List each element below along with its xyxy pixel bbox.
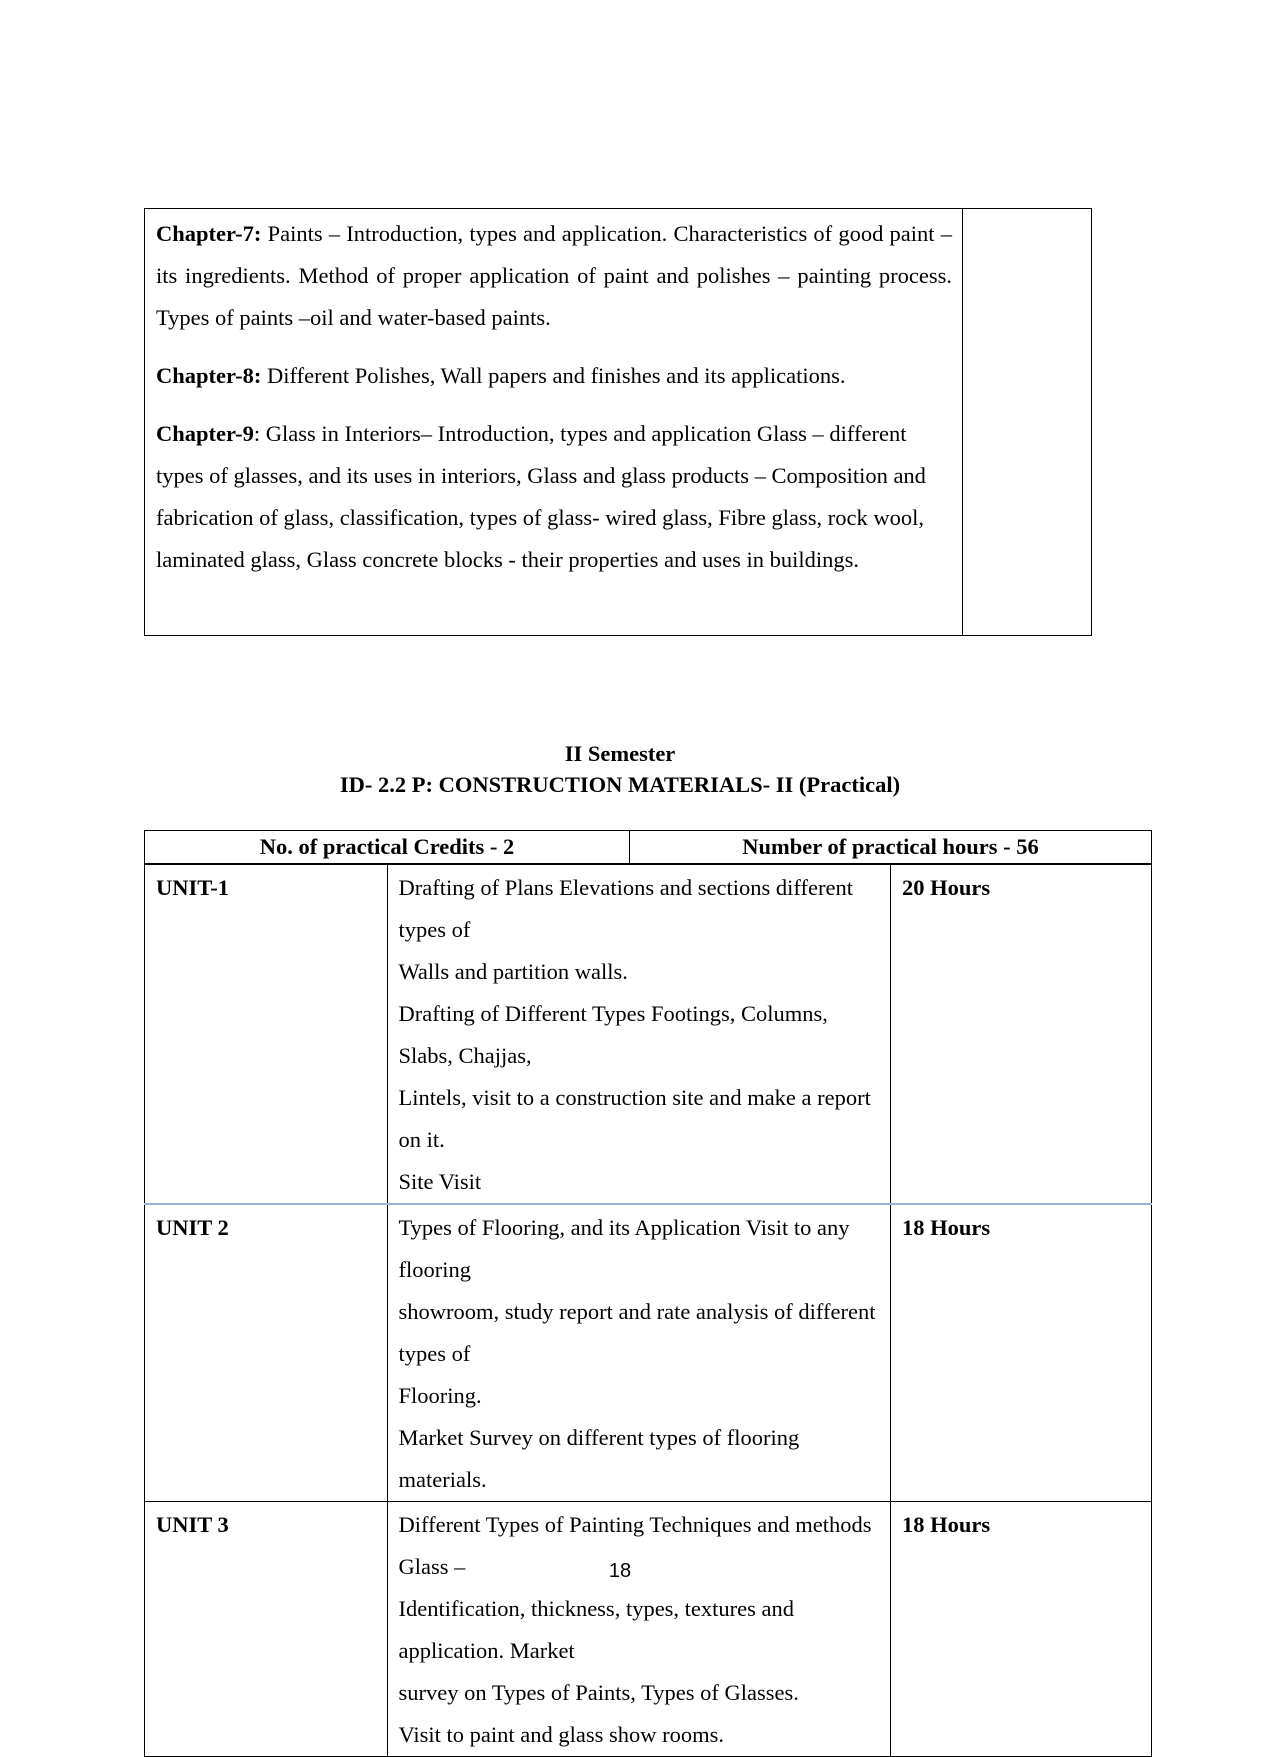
description-line: Types of Flooring, and its Application Visit to any flooring: [398, 1215, 850, 1282]
chapter-7-paragraph: [156, 213, 952, 339]
description-cell: [387, 1502, 891, 1757]
description-line: Visit to paint and glass show rooms.: [398, 1722, 725, 1747]
description-line: Flooring.: [398, 1383, 482, 1408]
description-cell: [387, 1204, 891, 1502]
credits-header: No. of practical Credits - 2: [145, 831, 630, 864]
chapters-content-cell: [145, 209, 963, 636]
chapters-hours-cell: [963, 209, 1092, 636]
description-line: Market Survey on different types of flooring materials.: [398, 1425, 800, 1492]
description-line: Identification, thickness, types, textures and application. Market: [398, 1596, 795, 1663]
practical-table: [144, 830, 1152, 1757]
description-line: Different Types of Painting Techniques and methods Glass –: [398, 1512, 872, 1579]
description-line: showroom, study report and rate analysis of different types of: [398, 1299, 876, 1366]
chapters-table: [144, 208, 1092, 636]
unit-cell: UNIT-1: [145, 865, 388, 1205]
unit-cell: UNIT 3: [145, 1502, 388, 1757]
practical-table-header: [145, 831, 1152, 864]
chapter-9-paragraph: [156, 413, 952, 581]
semester-heading: II Semester: [564, 741, 676, 766]
chapter-9-text: : Glass in Interiors– Introduction, types and application Glass – different types of glasses, and its uses in interiors, Glass and glass products – Composition and fabrication of glass, classification, types of glass- wired glass, Fibre glass, rock wool, laminated glass, Glass concrete blocks - their properties and uses in buildings.: [156, 421, 926, 572]
description-line: Walls and partition walls.: [398, 959, 628, 984]
hours-header: Number of practical hours - 56: [630, 831, 1152, 864]
description-cell: [387, 865, 891, 1205]
description-line: survey on Types of Paints, Types of Glasses.: [398, 1680, 799, 1705]
description-line: Drafting of Plans Elevations and sections different types of: [398, 875, 853, 942]
hours-cell: 20 Hours: [891, 865, 1152, 1205]
chapter-9-label: Chapter-9: [156, 421, 254, 446]
table-row: [145, 1502, 1152, 1757]
chapter-8-paragraph: [156, 355, 952, 397]
table-row: [145, 1204, 1152, 1502]
page-number: 18: [608, 1560, 632, 1582]
chapter-7-label: Chapter-7:: [156, 221, 262, 246]
chapter-8-text: Different Polishes, Wall papers and finishes and its applications.: [261, 363, 846, 388]
description-line: Site Visit: [398, 1169, 482, 1194]
description-line: Drafting of Different Types Footings, Columns, Slabs, Chajjas,: [398, 1001, 828, 1068]
course-heading: ID- 2.2 P: CONSTRUCTION MATERIALS- II (Practical): [339, 772, 901, 797]
hours-cell: 18 Hours: [891, 1204, 1152, 1502]
hours-cell: 18 Hours: [891, 1502, 1152, 1757]
table-row: [145, 865, 1152, 1205]
chapter-7-text: Paints – Introduction, types and application. Characteristics of good paint – its ingredients. Method of proper application of paint and polishes – painting process. Types of paints –oil and water-based paints.: [156, 221, 952, 330]
chapter-8-label: Chapter-8:: [156, 363, 262, 388]
description-line: Lintels, visit to a construction site and make a report on it.: [398, 1085, 871, 1152]
unit-cell: UNIT 2: [145, 1204, 388, 1502]
